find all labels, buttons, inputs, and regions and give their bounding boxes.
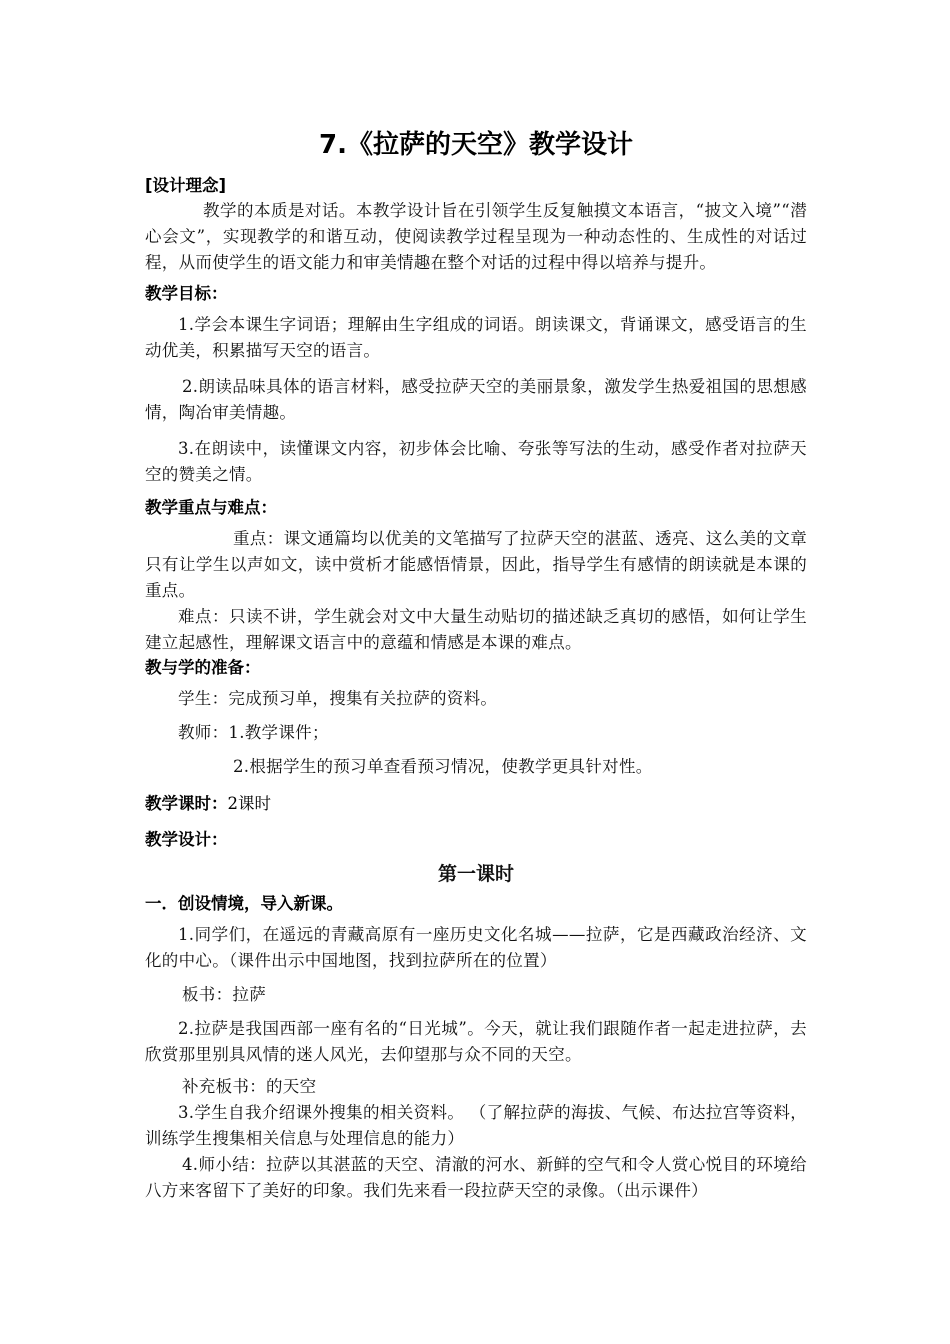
objective-item-2: 2.朗读品味具体的语言材料，感受拉萨天空的美丽景象，激发学生热爱祖国的思想感情，陶冶审美情趣。: [145, 377, 807, 422]
lesson-step-1: 1.同学们，在遥远的青藏高原有一座历史文化名城——拉萨，它是西藏政治经济、文化的中心。（课件出示中国地图，找到拉萨所在的位置）: [145, 925, 807, 970]
document-title: 7.《拉萨的天空》教学设计: [319, 130, 633, 160]
board-writing-1: 板书：拉萨: [182, 985, 266, 1004]
lesson-step-3: 3.学生自我介绍课外搜集的相关资料。 （了解拉萨的海拔、气候、布达拉宫等资料，训练学生搜集相关信息与处理信息的能力）: [145, 1103, 807, 1148]
lesson-step-2: 2.拉萨是我国西部一座有名的“日光城”。今天，就让我们跟随作者一起走进拉萨，去欣赏那里别具风情的迷人风光，去仰望那与众不同的天空。: [145, 1019, 807, 1064]
section-title: 一．创设情境，导入新课。: [145, 894, 343, 913]
objective-item-3: 3.在朗读中，读懂课文内容，初步体会比喻、夸张等写法的生动，感受作者对拉萨天空的赞美之情。: [145, 439, 807, 484]
teaching-hours-label: 教学课时：: [145, 794, 228, 813]
preparation-teacher-1: 教师：1.教学课件；: [178, 723, 329, 742]
design-concept-text: 教学的本质是对话。本教学设计旨在引领学生反复触摸文本语言，“披文入境”“潜心会文”，实现教学的和谐互动，使阅读教学过程呈现为一种动态性的、生成性的对话过程，从而使学生的语文能力和审美情趣在整个对话的过程中得以培养与提升。: [145, 201, 807, 272]
key-points-heading: 教学重点与难点：: [145, 498, 277, 517]
teaching-hours-value: 2课时: [227, 794, 271, 813]
preparation-student: 学生：完成预习单，搜集有关拉萨的资料。: [178, 689, 498, 708]
objective-item-1: 1.学会本课生字词语；理解由生字组成的词语。朗读课文，背诵课文，感受语言的生动优美，积累描写天空的语言。: [145, 315, 807, 360]
board-writing-2: 补充板书：的天空: [182, 1077, 317, 1096]
teaching-hours: [145, 792, 807, 816]
design-concept-heading: [设计理念]: [145, 176, 227, 195]
preparation-teacher-2: 2.根据学生的预习单查看预习情况，使教学更具针对性。: [233, 757, 653, 776]
objectives-heading: 教学目标：: [145, 284, 228, 303]
lesson-step-4: 4.师小结：拉萨以其湛蓝的天空、清澈的河水、新鲜的空气和令人赏心悦目的环境给八方来客留下了美好的印象。我们先来看一段拉萨天空的录像。（出示课件）: [145, 1155, 807, 1200]
design-heading: 教学设计：: [145, 830, 228, 849]
preparation-heading: 教与学的准备：: [145, 658, 261, 677]
key-point-text: 重点：课文通篇均以优美的文笔描写了拉萨天空的湛蓝、透亮、这么美的文章只有让学生以声如文，读中赏析才能感悟情景，因此，指导学生有感情的朗读就是本课的重点。: [145, 529, 807, 600]
difficulty-text: 难点：只读不讲，学生就会对文中大量生动贴切的描述缺乏真切的感悟，如何让学生建立起感性，理解课文语言中的意蕴和情感是本课的难点。: [145, 607, 807, 652]
document-page: [145, 128, 807, 1204]
lesson-title: 第一课时: [437, 863, 514, 885]
